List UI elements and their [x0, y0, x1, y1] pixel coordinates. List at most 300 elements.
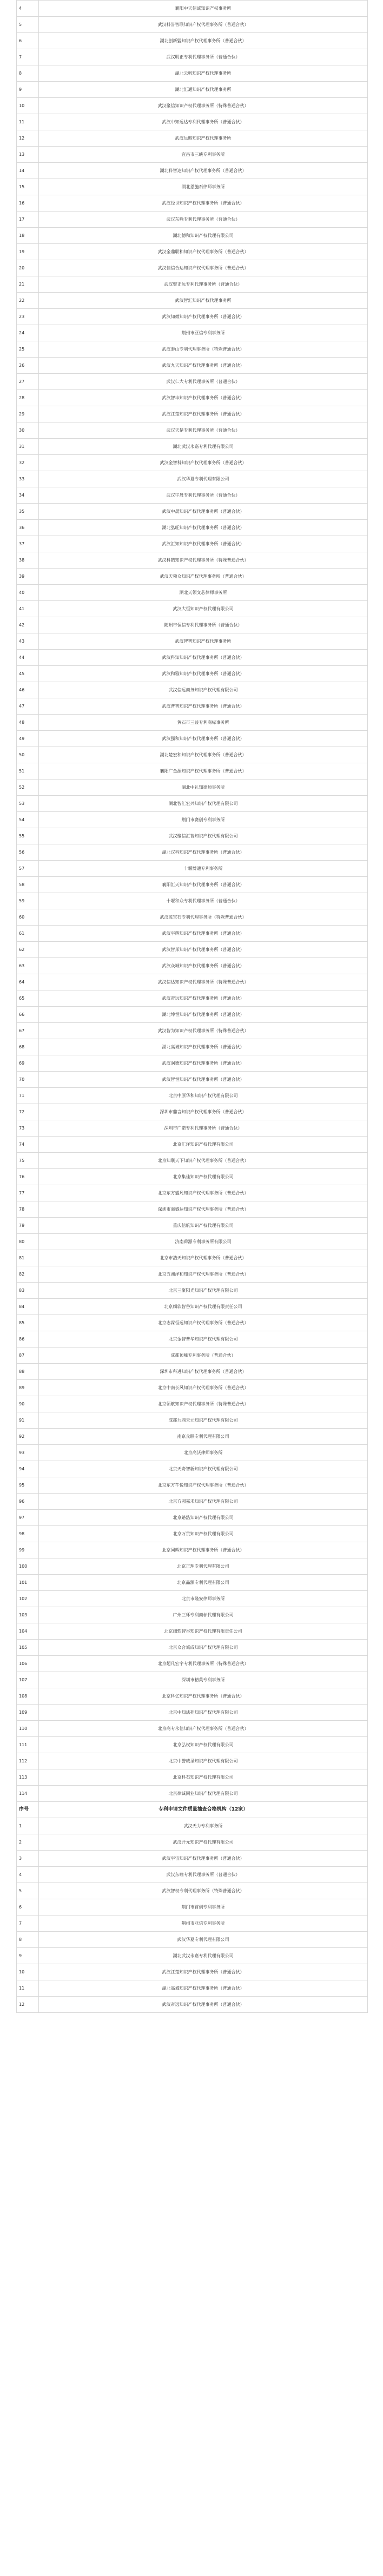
agency-name: 武汉华夏专利代理有限公司 [39, 1932, 368, 1948]
agency-name: 宜昌市三峡专利事务所 [39, 147, 368, 163]
agency-name: 北京商专永信知识产权代理事务所（普通合伙） [39, 1721, 368, 1737]
row-index: 7 [17, 49, 39, 65]
table-row [17, 1412, 368, 1429]
row-index: 8 [17, 1932, 39, 1948]
agency-name: 北京品源专利代理有限公司 [39, 1575, 368, 1591]
row-index: 106 [17, 1656, 39, 1672]
row-index: 76 [17, 1169, 39, 1185]
table-row [17, 1867, 368, 1883]
agency-name: 武汉九天知识产权代理事务所（普通合伙） [39, 358, 368, 374]
row-index: 67 [17, 1023, 39, 1039]
table-row [17, 341, 368, 358]
row-index: 113 [17, 1769, 39, 1786]
table-row [17, 1234, 368, 1250]
table-row [17, 569, 368, 585]
row-index: 47 [17, 698, 39, 715]
agency-name: 襄阳中天信诚知识产权事务所 [39, 1, 368, 17]
agency-name: 北京律诚同业知识产权代理有限公司 [39, 1786, 368, 1802]
row-index: 105 [17, 1640, 39, 1656]
row-index: 96 [17, 1494, 39, 1510]
agency-name: 武汉强和知识产权代理事务所（普通合伙） [39, 731, 368, 747]
row-index: 37 [17, 536, 39, 552]
table-row [17, 1039, 368, 1055]
agency-name: 北京市隆安律师事务所 [39, 1591, 368, 1607]
table-row [17, 1137, 368, 1153]
agency-name: 武汉金智科知识产权代理事务所（普通合伙） [39, 455, 368, 471]
table-row [17, 1542, 368, 1558]
table-row [17, 276, 368, 293]
row-index: 13 [17, 147, 39, 163]
table-row [17, 1348, 368, 1364]
table-row [17, 731, 368, 747]
agency-name: 武汉中晟知识产权代理事务所（普通合伙） [39, 504, 368, 520]
row-index: 11 [17, 114, 39, 130]
table-row [17, 1201, 368, 1218]
table-row [17, 487, 368, 504]
agency-name: 南京众联专利代理有限公司 [39, 1429, 368, 1445]
agency-list-sheet [16, 0, 368, 2013]
agency-name: 湖北武汉永嘉专利代理有限公司 [39, 1948, 368, 1964]
row-index: 59 [17, 893, 39, 909]
header-index: 序号 [17, 1802, 39, 1818]
row-index: 98 [17, 1526, 39, 1542]
table-row [17, 1299, 368, 1315]
table-row [17, 828, 368, 844]
agency-name: 湖北天领文芯律师事务所 [39, 585, 368, 601]
table-row [17, 82, 368, 98]
agency-name: 武汉金鼎联和知识产权代理事务所（普通合伙） [39, 244, 368, 260]
table-row [17, 130, 368, 147]
agency-name: 成都九鼎天元知识产权代理有限公司 [39, 1412, 368, 1429]
table-row [17, 1023, 368, 1039]
table-row [17, 990, 368, 1007]
agency-name: 襄阳汇天知识产权代理事务所（普通合伙） [39, 877, 368, 893]
table-row [17, 1997, 368, 2013]
section-header [17, 1802, 368, 1818]
agency-name: 武汉智邦知识产权代理事务所（普通合伙） [39, 942, 368, 958]
agency-name: 深圳市广诺专利代理事务所（普通合伙） [39, 1120, 368, 1137]
agency-name: 武汉中知远达专利代理事务所（普通合伙） [39, 114, 368, 130]
agency-name: 武汉信远商务知识产权代理有限公司 [39, 682, 368, 698]
row-index: 94 [17, 1461, 39, 1477]
agency-name: 北京金智普华知识产权代理有限公司 [39, 1331, 368, 1348]
agency-name: 武汉远略知识产权代理事务所 [39, 130, 368, 147]
table-row [17, 877, 368, 893]
table-row [17, 1445, 368, 1461]
row-index: 72 [17, 1104, 39, 1120]
agency-name: 武汉聚正远专利代理事务所（普通合伙） [39, 276, 368, 293]
table-row [17, 455, 368, 471]
row-index: 39 [17, 569, 39, 585]
agency-name: 广州三环专利商标代理有限公司 [39, 1607, 368, 1623]
row-index: 18 [17, 228, 39, 244]
row-index: 55 [17, 828, 39, 844]
row-index: 8 [17, 65, 39, 82]
qualified-agency-table-body [17, 1818, 368, 2013]
table-row [17, 1623, 368, 1640]
table-row [17, 98, 368, 114]
agency-name: 武汉华夏专利代理有限公司 [39, 471, 368, 487]
table-row [17, 1072, 368, 1088]
row-index: 22 [17, 293, 39, 309]
row-index: 81 [17, 1250, 39, 1266]
table-row [17, 374, 368, 390]
table-row [17, 1899, 368, 1916]
row-index: 21 [17, 276, 39, 293]
table-row [17, 228, 368, 244]
row-index: 9 [17, 82, 39, 98]
table-row [17, 504, 368, 520]
row-index: 90 [17, 1396, 39, 1412]
table-row [17, 1721, 368, 1737]
agency-name: 十堰和众专利代理事务所（普通合伙） [39, 893, 368, 909]
agency-name: 北京汇泽知识产权代理有限公司 [39, 1137, 368, 1153]
agency-name: 武汉和雅知识产权代理事务所（普通合伙） [39, 666, 368, 682]
row-index: 10 [17, 98, 39, 114]
row-index: 24 [17, 325, 39, 341]
agency-name: 湖北汉科知识产权代理事务所（普通合伙） [39, 844, 368, 861]
row-index: 40 [17, 585, 39, 601]
row-index: 7 [17, 1916, 39, 1932]
table-row [17, 1883, 368, 1899]
table-row [17, 179, 368, 195]
table-row [17, 1169, 368, 1185]
row-index: 74 [17, 1137, 39, 1153]
row-index: 85 [17, 1315, 39, 1331]
agency-name: 荆州市亚信专利事务所 [39, 325, 368, 341]
row-index: 112 [17, 1753, 39, 1769]
agency-name: 武汉天力专利事务所 [39, 1818, 368, 1834]
table-row [17, 1834, 368, 1851]
table-row [17, 942, 368, 958]
agency-name: 北京科亿知识产权代理事务所（普通合伙） [39, 1688, 368, 1705]
agency-name: 武汉汇知知识产权代理事务所（普通合伙） [39, 536, 368, 552]
table-row [17, 1429, 368, 1445]
table-row [17, 1396, 368, 1412]
row-index: 12 [17, 130, 39, 147]
table-row [17, 1640, 368, 1656]
row-index: 31 [17, 439, 39, 455]
agency-name: 荆门市首创专利事务所 [39, 1899, 368, 1916]
table-row [17, 666, 368, 682]
header-title: 专利申请文件质量抽查合格机构（12家） [39, 1802, 368, 1818]
row-index: 11 [17, 1980, 39, 1997]
table-row [17, 422, 368, 439]
table-row [17, 601, 368, 617]
table-row [17, 49, 368, 65]
row-index: 16 [17, 195, 39, 212]
row-index: 5 [17, 1883, 39, 1899]
row-index: 14 [17, 163, 39, 179]
table-row [17, 260, 368, 276]
row-index: 3 [17, 1851, 39, 1867]
table-row [17, 1266, 368, 1283]
row-index: 83 [17, 1283, 39, 1299]
agency-name: 湖北创新盟知识产权代理事务所（普通合伙） [39, 33, 368, 49]
row-index: 46 [17, 682, 39, 698]
agency-name: 湖北智汇宏兴知识产权代理有限公司 [39, 796, 368, 812]
table-row [17, 65, 368, 82]
row-index: 108 [17, 1688, 39, 1705]
row-index: 1 [17, 1818, 39, 1834]
table-row [17, 1380, 368, 1396]
agency-name: 北京天奇智新知识产权代理有限公司 [39, 1461, 368, 1477]
row-index: 48 [17, 715, 39, 731]
agency-name: 北京万贯知识产权代理有限公司 [39, 1526, 368, 1542]
agency-name: 武汉仁大专利代理事务所（普通合伙） [39, 374, 368, 390]
agency-name: 武汉开元知识产权代理有限公司 [39, 1834, 368, 1851]
agency-name: 北京弘权知识产权代理有限公司 [39, 1737, 368, 1753]
agency-name: 成都顶峰专利事务所（普通合伙） [39, 1348, 368, 1364]
agency-name: 武汉大恒知识产权代理有限公司 [39, 601, 368, 617]
agency-name: 湖北中礼知律师事务所 [39, 780, 368, 796]
table-row [17, 926, 368, 942]
table-row [17, 1964, 368, 1980]
agency-name: 湖北弘旺知识产权代理事务所（普通合伙） [39, 520, 368, 536]
row-index: 6 [17, 1899, 39, 1916]
agency-name: 湖北高诚知识产权代理事务所（普通合伙） [39, 1039, 368, 1055]
agency-name: 武汉众城知识产权代理事务所（普通合伙） [39, 958, 368, 974]
table-row [17, 650, 368, 666]
table-row [17, 861, 368, 877]
row-index: 82 [17, 1266, 39, 1283]
row-index: 114 [17, 1786, 39, 1802]
row-index: 29 [17, 406, 39, 422]
row-index: 70 [17, 1072, 39, 1088]
agency-name: 武汉帝远知识产权代理事务所（普通合伙） [39, 990, 368, 1007]
row-index: 78 [17, 1201, 39, 1218]
agency-name: 武汉普智知识产权代理事务所（普通合伙） [39, 698, 368, 715]
table-row [17, 358, 368, 374]
agency-name: 武汉宇辉知识产权代理事务所（普通合伙） [39, 926, 368, 942]
table-row [17, 309, 368, 325]
table-row [17, 1786, 368, 1802]
agency-name: 深圳市海盛达知识产权代理事务所（普通合伙） [39, 1201, 368, 1218]
agency-name: 湖北恩施石律师事务所 [39, 179, 368, 195]
agency-name: 武汉蓝宝石专利代理事务所（特殊普通合伙） [39, 909, 368, 926]
table-row [17, 325, 368, 341]
table-row [17, 1688, 368, 1705]
agency-name: 深圳市精英专利事务所 [39, 1672, 368, 1688]
row-index: 60 [17, 909, 39, 926]
agency-name: 武汉智智知识产权代理事务所 [39, 633, 368, 650]
agency-name: 十堰博通专利事务所 [39, 861, 368, 877]
row-index: 71 [17, 1088, 39, 1104]
table-row [17, 1510, 368, 1526]
table-row [17, 1980, 368, 1997]
agency-name: 武汉天楚专利代理事务所（普通合伙） [39, 422, 368, 439]
agency-name: 北京中誉威圣知识产权代理有限公司 [39, 1753, 368, 1769]
agency-name: 武汉智权专利代理事务所（特殊普通合伙） [39, 1883, 368, 1899]
table-row [17, 1737, 368, 1753]
row-index: 30 [17, 422, 39, 439]
agency-name: 北京市浩天知识产权代理事务所（普通合伙） [39, 1250, 368, 1266]
row-index: 102 [17, 1591, 39, 1607]
table-row [17, 1007, 368, 1023]
row-index: 69 [17, 1055, 39, 1072]
table-row [17, 1218, 368, 1234]
agency-name: 武汉天领众知识产权代理事务所（普通合伙） [39, 569, 368, 585]
table-row [17, 244, 368, 260]
row-index: 4 [17, 1, 39, 17]
table-row [17, 1364, 368, 1380]
row-index: 68 [17, 1039, 39, 1055]
table-row [17, 1088, 368, 1104]
table-row [17, 763, 368, 780]
table-row [17, 520, 368, 536]
agency-name: 北京细软智谷知识产权代理有限责任公司 [39, 1299, 368, 1315]
agency-name: 北京领航知识产权代理事务所（特殊普通合伙） [39, 1396, 368, 1412]
table-row [17, 1753, 368, 1769]
agency-name: 北京知联天下知识产权代理事务所（普通合伙） [39, 1153, 368, 1169]
row-index: 84 [17, 1299, 39, 1315]
table-row [17, 17, 368, 33]
row-index: 65 [17, 990, 39, 1007]
table-row [17, 633, 368, 650]
row-index: 42 [17, 617, 39, 633]
agency-name: 武汉智汇知识产权代理事务所 [39, 293, 368, 309]
agency-name: 北京同辉知识产权代理事务所（普通合伙） [39, 1542, 368, 1558]
row-index: 20 [17, 260, 39, 276]
agency-name: 重庆信航知识产权代理有限公司 [39, 1218, 368, 1234]
row-index: 56 [17, 844, 39, 861]
agency-name: 襄阳广金源知识产权代理事务所（普通合伙） [39, 763, 368, 780]
row-index: 79 [17, 1218, 39, 1234]
row-index: 109 [17, 1705, 39, 1721]
agency-name: 武汉智为知识产权代理事务所（特殊普通合伙） [39, 1023, 368, 1039]
table-row [17, 1932, 368, 1948]
table-row [17, 147, 368, 163]
agency-name: 湖北武汉永嘉专利代理有限公司 [39, 439, 368, 455]
table-row [17, 796, 368, 812]
table-row [17, 1185, 368, 1201]
agency-name: 北京三聚阳光知识产权代理有限公司 [39, 1283, 368, 1299]
agency-name: 武汉佳信合达知识产权代理事务所（普通合伙） [39, 260, 368, 276]
row-index: 36 [17, 520, 39, 536]
row-index: 17 [17, 212, 39, 228]
agency-table-body [17, 1, 368, 1802]
agency-name: 武汉泰山专利代理事务所（特殊普通合伙） [39, 341, 368, 358]
agency-name: 北京科石知识产权代理有限公司 [39, 1769, 368, 1786]
row-index: 77 [17, 1185, 39, 1201]
row-index: 97 [17, 1510, 39, 1526]
agency-name: 武汉润德知识产权代理事务所（普通合伙） [39, 1055, 368, 1072]
agency-table [16, 0, 368, 2013]
table-row [17, 1607, 368, 1623]
row-index: 43 [17, 633, 39, 650]
table-row [17, 812, 368, 828]
table-row [17, 536, 368, 552]
row-index: 23 [17, 309, 39, 325]
table-row [17, 1250, 368, 1266]
table-row [17, 1705, 368, 1721]
table-row [17, 682, 368, 698]
agency-name: 湖北高诚知识产权代理事务所（普通合伙） [39, 1980, 368, 1997]
row-index: 44 [17, 650, 39, 666]
agency-name: 武汉宇宙知识产权代理事务所（普通合伙） [39, 1851, 368, 1867]
table-row [17, 1104, 368, 1120]
table-row [17, 552, 368, 569]
row-index: 41 [17, 601, 39, 617]
agency-name: 济南舜源专利事务所有限公司 [39, 1234, 368, 1250]
row-index: 73 [17, 1120, 39, 1137]
row-index: 64 [17, 974, 39, 990]
row-index: 103 [17, 1607, 39, 1623]
row-index: 57 [17, 861, 39, 877]
table-row [17, 780, 368, 796]
agency-name: 武汉科誉智联知识产权代理事务所（普通合伙） [39, 17, 368, 33]
agency-name: 深圳市科进知识产权代理事务所（普通合伙） [39, 1364, 368, 1380]
table-row [17, 747, 368, 763]
agency-name: 北京中知法苑知识产权代理有限公司 [39, 1705, 368, 1721]
agency-name: 武汉聚信知识产权代理事务所（特殊普通合伙） [39, 98, 368, 114]
row-index: 27 [17, 374, 39, 390]
row-index: 93 [17, 1445, 39, 1461]
row-index: 80 [17, 1234, 39, 1250]
agency-name: 武汉信达知识产权代理事务所（特殊普通合伙） [39, 974, 368, 990]
table-row [17, 585, 368, 601]
row-index: 38 [17, 552, 39, 569]
table-row [17, 1851, 368, 1867]
table-row [17, 33, 368, 49]
table-row [17, 909, 368, 926]
table-row [17, 1055, 368, 1072]
row-index: 88 [17, 1364, 39, 1380]
agency-name: 北京五洲洋和知识产权代理事务所（普通合伙） [39, 1266, 368, 1283]
table-row [17, 1315, 368, 1331]
table-row [17, 1558, 368, 1575]
agency-name: 湖北科智达知识产权代理事务所（普通合伙） [39, 163, 368, 179]
table-row [17, 1948, 368, 1964]
table-row [17, 1656, 368, 1672]
row-index: 111 [17, 1737, 39, 1753]
table-row [17, 406, 368, 422]
table-row [17, 617, 368, 633]
table-row [17, 293, 368, 309]
row-index: 100 [17, 1558, 39, 1575]
row-index: 51 [17, 763, 39, 780]
row-index: 50 [17, 747, 39, 763]
agency-name: 荆门市赛创专利事务所 [39, 812, 368, 828]
row-index: 5 [17, 17, 39, 33]
table-row [17, 163, 368, 179]
agency-name: 湖北德和知识产权代理有限公司 [39, 228, 368, 244]
table-row [17, 1153, 368, 1169]
table-row [17, 1769, 368, 1786]
table-row [17, 958, 368, 974]
table-row [17, 390, 368, 406]
table-row [17, 715, 368, 731]
agency-name: 湖北楚宏和知识产权代理事务所（普通合伙） [39, 747, 368, 763]
row-index: 33 [17, 471, 39, 487]
row-index: 12 [17, 1997, 39, 2013]
table-row [17, 114, 368, 130]
agency-name: 北京东方盛凡知识产权代理事务所（普通合伙） [39, 1185, 368, 1201]
row-index: 86 [17, 1331, 39, 1348]
row-index: 101 [17, 1575, 39, 1591]
agency-name: 深圳市鼎言知识产权代理事务所（普通合伙） [39, 1104, 368, 1120]
row-index: 92 [17, 1429, 39, 1445]
agency-name: 北京东方芊悦知识产权代理事务所（普通合伙） [39, 1477, 368, 1494]
row-index: 53 [17, 796, 39, 812]
table-row [17, 1916, 368, 1932]
row-index: 91 [17, 1412, 39, 1429]
table-row [17, 471, 368, 487]
agency-name: 武汉东喻专利代理事务所（普通合伙） [39, 212, 368, 228]
table-row [17, 844, 368, 861]
row-index: 28 [17, 390, 39, 406]
agency-name: 北京志霖恒远知识产权代理事务所（普通合伙） [39, 1315, 368, 1331]
